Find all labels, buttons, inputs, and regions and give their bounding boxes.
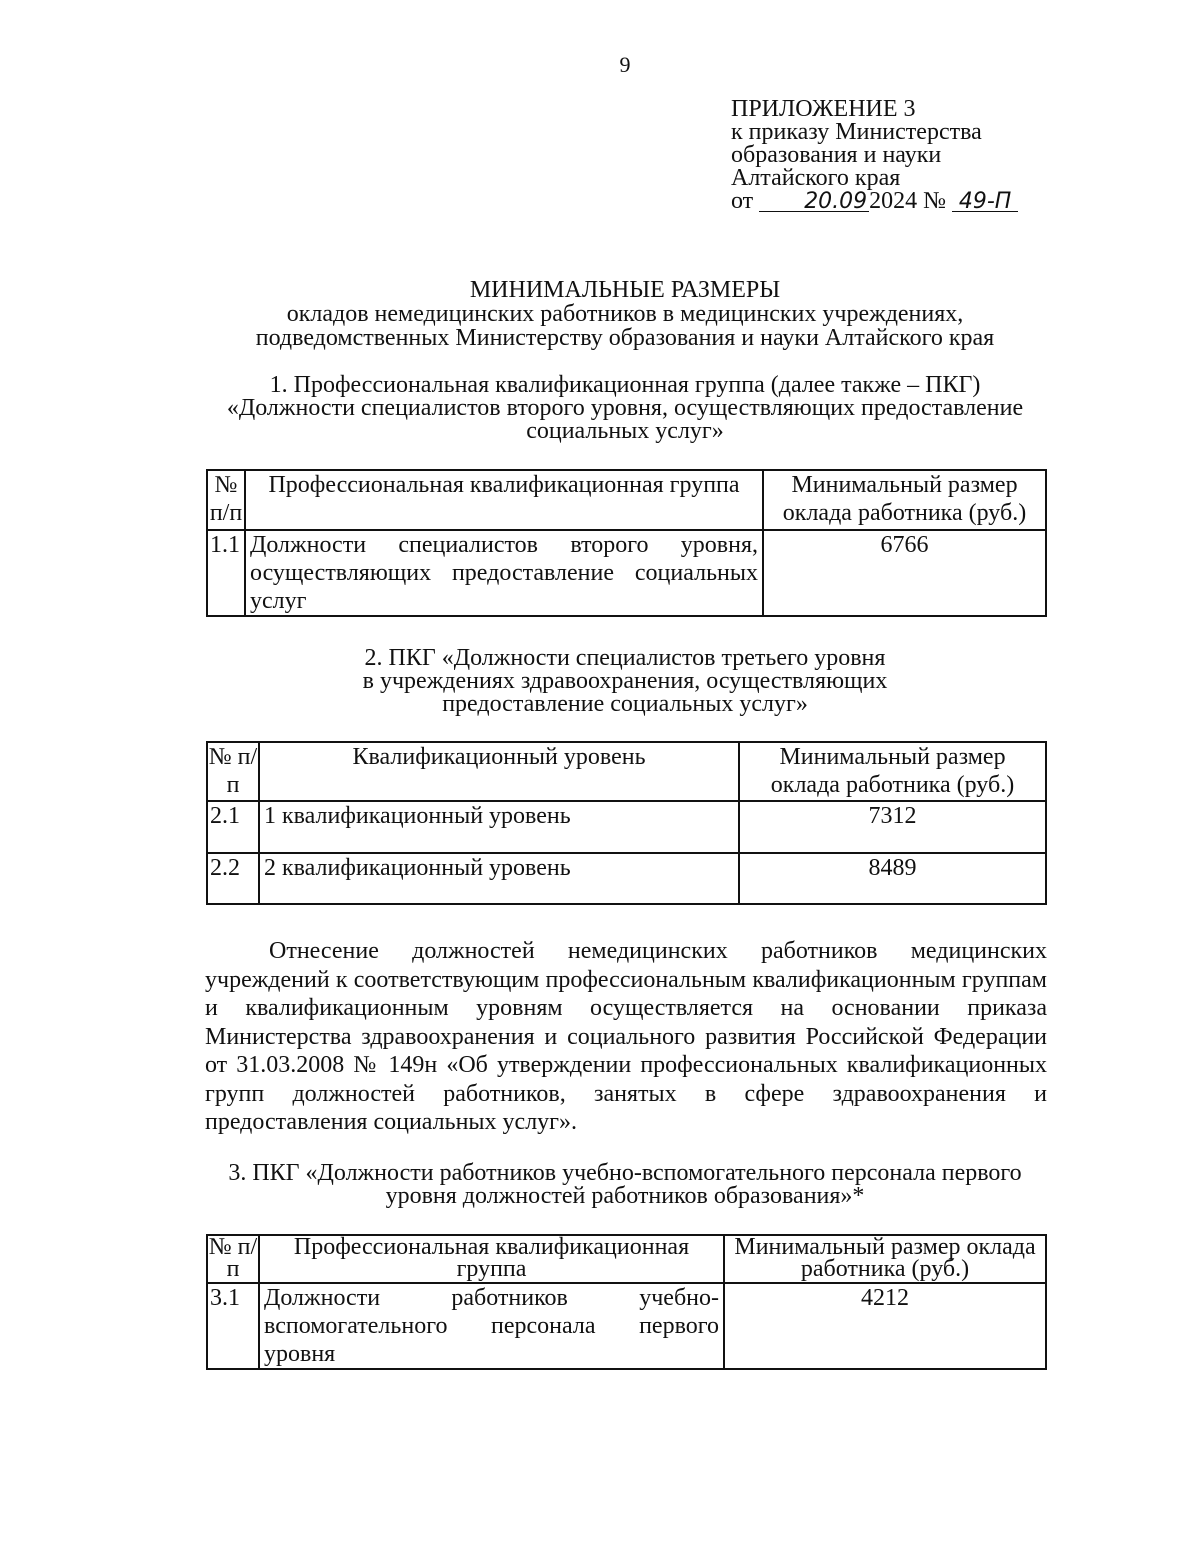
row-name: Должности работников учебно-вспомогательного персонала первого уровня xyxy=(259,1283,724,1369)
section2-heading xyxy=(0,647,1200,716)
section3-heading-line-1: 3. ПКГ «Должности работников учебно-вспомогательного персонала первого xyxy=(228,1160,1022,1186)
appendix-title: ПРИЛОЖЕНИЕ 3 xyxy=(731,96,916,122)
page-number: 9 xyxy=(619,52,631,77)
section1-heading-line-1: 1. Профессиональная квалификационная группа (далее также – ПКГ) xyxy=(269,372,981,398)
row-value: 7312 xyxy=(739,801,1046,853)
appendix-block xyxy=(731,98,1018,213)
col-num-header: № п/п xyxy=(208,1234,258,1282)
number-sign: № xyxy=(923,188,947,214)
section1-heading-line-3: социальных услуг» xyxy=(526,418,724,444)
table-header-row xyxy=(207,742,1046,801)
col-salary-header: Минимальный размер оклада работника (руб.) xyxy=(763,470,1046,530)
order-date-line xyxy=(731,190,1018,213)
section1-heading xyxy=(0,374,1200,443)
table-header-row xyxy=(207,470,1046,530)
table-row xyxy=(207,1283,1046,1369)
handwritten-order-number: 49-П xyxy=(952,193,1018,212)
row-value: 8489 xyxy=(739,853,1046,904)
row-number: 3.1 xyxy=(207,1283,259,1369)
col-salary-header: Минимальный размер оклада работника (руб.) xyxy=(739,742,1046,801)
title-subtitle-1: окладов немедицинских работников в медицинских учреждениях, xyxy=(286,301,964,327)
table-header-row xyxy=(207,1235,1046,1283)
row-value: 4212 xyxy=(724,1283,1046,1369)
col-num-header: № п/п xyxy=(207,742,259,801)
col-group-header: Профессиональная квалификационная группа xyxy=(259,1235,724,1283)
col-salary-header: Минимальный размер оклада работника (руб.) xyxy=(724,1235,1046,1283)
document-title xyxy=(0,278,1200,350)
date-prefix: от xyxy=(731,188,754,214)
col-level-header: Квалификационный уровень xyxy=(259,742,739,801)
title-main: МИНИМАЛЬНЫЕ РАЗМЕРЫ xyxy=(469,277,781,303)
section2-heading-line-2: в учреждениях здравоохранения, осуществляющих xyxy=(362,668,888,694)
section2-heading-line-1: 2. ПКГ «Должности специалистов третьего уровня xyxy=(364,645,886,671)
row-number: 2.1 xyxy=(207,801,259,853)
handwritten-date: 20.09 xyxy=(759,193,869,212)
appendix-line-2: образования и науки xyxy=(731,142,942,168)
appendix-line-3: Алтайского края xyxy=(731,165,901,191)
col-num-header: № п/п xyxy=(207,470,245,530)
row-name: Должности специалистов второго уровня, осуществляющих предоставление социальных услуг xyxy=(245,530,763,616)
section3-heading xyxy=(0,1162,1200,1208)
appendix-line-1: к приказу Министерства xyxy=(731,119,982,145)
title-subtitle-2: подведомственных Министерству образования и науки Алтайского края xyxy=(255,325,995,351)
table-row xyxy=(207,801,1046,853)
section1-table xyxy=(206,469,1047,617)
row-number: 1.1 xyxy=(207,530,245,616)
table-row xyxy=(207,853,1046,904)
body-paragraph: Отнесение должностей немедицинских работников медицинских учреждений к соответствующим профессиональным квалификационным группам и квалификационным уровням осуществляется на основании приказа Министерства здравоохранения и социального развития Российской Федерации от 31.03.2008 № 149н «Об утверждении профессиональных квалификационных групп должностей работников, занятых в сфере здравоохранения и предоставления социальных услуг». xyxy=(205,938,1047,1135)
row-value: 6766 xyxy=(763,530,1046,616)
section1-heading-line-2: «Должности специалистов второго уровня, осуществляющих предоставление xyxy=(226,395,1024,421)
row-number: 2.2 xyxy=(207,853,259,904)
order-year: 2024 xyxy=(869,188,918,214)
table-row xyxy=(207,530,1046,616)
section3-table xyxy=(206,1234,1047,1370)
row-name: 1 квалификационный уровень xyxy=(259,801,739,853)
section2-table xyxy=(206,741,1047,905)
section2-heading-line-3: предоставление социальных услуг» xyxy=(442,691,808,717)
section3-heading-line-2: уровня должностей работников образования»* xyxy=(385,1183,865,1209)
row-name: 2 квалификационный уровень xyxy=(259,853,739,904)
col-group-header: Профессиональная квалификационная группа xyxy=(245,470,763,530)
